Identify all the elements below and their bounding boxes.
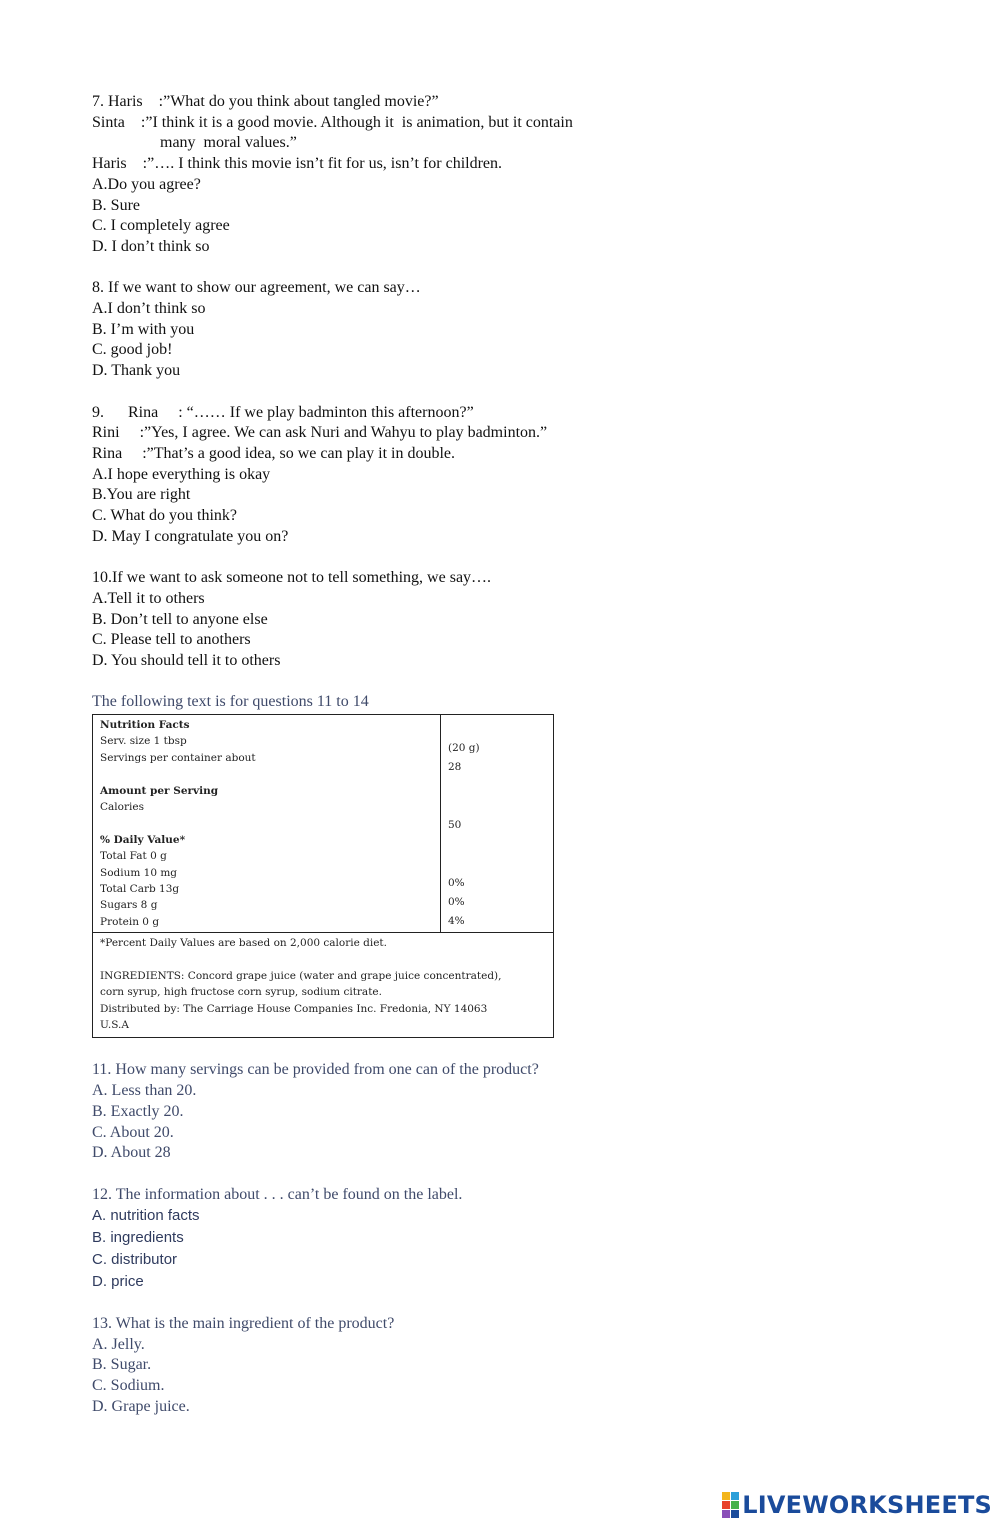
q10-option-a: A.Tell it to others <box>92 589 205 607</box>
label-footnote: *Percent Daily Values are based on 2,000 calorie diet. <box>100 937 387 950</box>
q7-line-4: Haris :”…. I think this movie isn’t fit for us, isn’t for children. <box>92 155 503 173</box>
label-protein: Protein 0 g <box>100 915 160 928</box>
label-serving-weight: (20 g) <box>448 742 480 755</box>
q10-option-c: C. Please tell to anothers <box>92 631 251 649</box>
q11-option-d: D. About 28 <box>92 1144 171 1162</box>
q9-option-d: D. May I congratulate you on? <box>92 527 289 545</box>
q12-option-a: A. nutrition facts <box>92 1207 200 1225</box>
question-9 <box>92 403 952 548</box>
q7-option-c: C. I completely agree <box>92 217 230 235</box>
nutrition-footnotes <box>93 933 553 1037</box>
logo-square-1 <box>722 1492 730 1500</box>
q8-option-b: B. I’m with you <box>92 320 195 338</box>
label-calories: Calories <box>100 800 144 813</box>
q9-line-3: Rina :”That’s a good idea, so we can play it in double. <box>92 444 456 462</box>
label-total-carb: Total Carb 13g <box>100 882 180 895</box>
q12-option-c: C. distributor <box>92 1251 178 1269</box>
label-distributor: Distributed by: The Carriage House Companies Inc. Fredonia, NY 14063 <box>100 1002 488 1015</box>
liveworksheets-watermark[interactable] <box>722 1491 992 1519</box>
q13-option-c: C. Sodium. <box>92 1377 165 1395</box>
nutrition-left-column <box>93 715 441 932</box>
q11-option-b: B. Exactly 20. <box>92 1102 184 1120</box>
q13-option-a: A. Jelly. <box>92 1335 145 1353</box>
q9-option-c: C. What do you think? <box>92 507 238 525</box>
nutrition-right-column <box>441 715 553 930</box>
label-servings-value: 28 <box>448 761 462 774</box>
q9-line-1: 9. Rina : “…… If we play badminton this afternoon?” <box>92 403 474 421</box>
q10-option-b: B. Don’t tell to anyone else <box>92 610 268 628</box>
worksheet-page <box>92 92 952 1438</box>
q10-option-d: D. You should tell it to others <box>92 651 281 669</box>
logo-square-2 <box>731 1492 739 1500</box>
q13-option-d: D. Grape juice. <box>92 1397 190 1415</box>
label-serving-size: Serv. size 1 tbsp <box>100 735 187 748</box>
nutrition-table <box>93 715 553 933</box>
q11-question: 11. How many servings can be provided from one can of the product? <box>92 1061 539 1079</box>
question-11 <box>92 1060 952 1164</box>
label-carb-percent: 0% <box>448 877 465 890</box>
label-protein-percent: 4% <box>448 915 465 928</box>
logo-square-6 <box>731 1510 739 1518</box>
q12-option-d: D. price <box>92 1273 144 1291</box>
label-footnote-spacer <box>100 952 546 968</box>
q10-question: 10.If we want to ask someone not to tell something, we say…. <box>92 569 492 587</box>
nutrition-label <box>92 714 554 1038</box>
q8-option-a: A.I don’t think so <box>92 300 206 318</box>
label-country: U.S.A <box>100 1019 129 1032</box>
q13-question: 13. What is the main ingredient of the product? <box>92 1315 395 1333</box>
logo-square-4 <box>731 1501 739 1509</box>
label-servings-per-container: Servings per container about <box>100 751 256 764</box>
q11-option-c: C. About 20. <box>92 1123 174 1141</box>
q7-line-2: Sinta :”I think it is a good movie. Although it is animation, but it contain <box>92 113 573 131</box>
q7-option-b: B. Sure <box>92 196 140 214</box>
label-amount-heading: Amount per Serving <box>100 784 219 797</box>
question-12 <box>92 1185 952 1294</box>
label-daily-value-heading: % Daily Value* <box>100 833 186 846</box>
label-ingredients-1: INGREDIENTS: Concord grape juice (water and grape juice concentrated), <box>100 969 502 982</box>
q11-option-a: A. Less than 20. <box>92 1082 197 1100</box>
question-10 <box>92 568 952 672</box>
q9-option-a: A.I hope everything is okay <box>92 465 271 483</box>
question-7 <box>92 92 952 258</box>
label-sugars-percent: 0% <box>448 896 465 909</box>
watermark-text: LIVEWORKSHEETS <box>742 1491 992 1519</box>
q7-option-a: A.Do you agree? <box>92 175 201 193</box>
logo-square-3 <box>722 1501 730 1509</box>
q8-option-c: C. good job! <box>92 341 173 359</box>
label-total-fat: Total Fat 0 g <box>100 850 167 863</box>
label-spacer-2 <box>100 815 440 831</box>
label-spacer <box>100 766 440 782</box>
question-8 <box>92 278 952 382</box>
q9-option-b: B.You are right <box>92 486 191 504</box>
liveworksheets-logo-icon <box>722 1492 739 1518</box>
reading-intro: The following text is for questions 11 to 14 <box>92 693 369 711</box>
q12-question: 12. The information about . . . can’t be found on the label. <box>92 1185 463 1203</box>
logo-square-5 <box>722 1510 730 1518</box>
q9-line-2: Rini :”Yes, I agree. We can ask Nuri and Wahyu to play badminton.” <box>92 424 548 442</box>
q13-option-b: B. Sugar. <box>92 1356 152 1374</box>
label-sodium: Sodium 10 mg <box>100 866 178 879</box>
q12-option-b: B. ingredients <box>92 1229 184 1247</box>
question-13 <box>92 1314 952 1418</box>
label-sugars: Sugars 8 g <box>100 899 158 912</box>
label-title: Nutrition Facts <box>100 719 190 732</box>
q7-line-3: many moral values.” <box>160 134 297 152</box>
q8-question: 8. If we want to show our agreement, we can say… <box>92 279 421 297</box>
q8-option-d: D. Thank you <box>92 362 181 380</box>
label-ingredients-2: corn syrup, high fructose corn syrup, sodium citrate. <box>100 986 382 999</box>
q7-option-d: D. I don’t think so <box>92 237 210 255</box>
q7-line-1: 7. Haris :”What do you think about tangled movie?” <box>92 93 439 110</box>
label-calories-value: 50 <box>448 819 462 832</box>
